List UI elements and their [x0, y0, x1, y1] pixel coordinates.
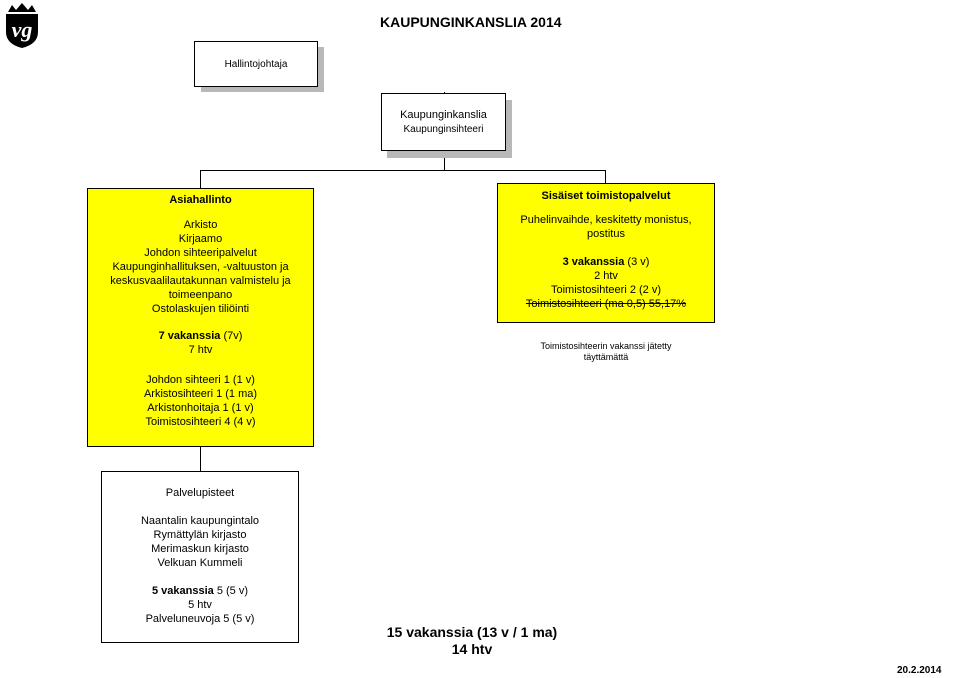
sisaiset-box	[497, 183, 715, 323]
connector-horizontal	[200, 170, 606, 171]
palvelupisteet-title: Palvelupisteet	[165, 487, 235, 499]
hallintojohtaja-label: Hallintojohtaja	[224, 58, 288, 70]
asiahallinto-position: Toimistosihteeri 4 (4 v)	[145, 416, 256, 428]
date-label: 20.2.2014	[897, 665, 942, 676]
sisaiset-vakanssia-count: 3 vakanssia	[562, 256, 625, 268]
asiahallinto-htv: 7 htv	[188, 344, 213, 356]
hallintojohtaja-box	[194, 41, 318, 87]
summary-htv: 14 htv	[451, 641, 493, 657]
asiahallinto-position: Arkistosihteeri 1 (1 ma)	[143, 388, 258, 400]
summary-vakanssia: 15 vakanssia (13 v / 1 ma)	[386, 624, 558, 640]
palvelupisteet-vakanssia	[102, 584, 298, 598]
palvelupisteet-location: Velkuan Kummeli	[157, 557, 243, 569]
sisaiset-position-struck: Toimistosihteeri (ma 0,5) 55,17%	[525, 298, 687, 310]
palvelupisteet-position: Palveluneuvoja 5 (5 v)	[145, 613, 255, 625]
asiahallinto-position: Arkistonhoitaja 1 (1 v)	[147, 402, 254, 414]
palvelupisteet-location: Naantalin kaupungintalo	[140, 515, 260, 527]
sisaiset-title: Sisäiset toimistopalvelut	[541, 190, 671, 202]
sisaiset-vakanssia-detail: (3 v)	[624, 256, 650, 268]
kaupunginkanslia-title: Kaupunginkanslia	[400, 109, 487, 121]
asiahallinto-task: Kaupunginhallituksen, -valtuuston ja	[112, 261, 289, 273]
sisaiset-vakanssia	[498, 255, 714, 269]
asiahallinto-vakanssia-count: 7 vakanssia	[158, 330, 221, 342]
page-title: KAUPUNGINKANSLIA 2014	[380, 14, 562, 30]
sisaiset-htv: 2 htv	[594, 270, 618, 282]
asiahallinto-task: toimeenpano	[168, 289, 233, 301]
summary	[380, 624, 564, 658]
palvelupisteet-vakanssia-detail: 5 (5 v)	[213, 585, 248, 597]
connector-left	[200, 170, 201, 188]
sisaiset-note-line: Toimistosihteerin vakanssi jätetty	[540, 341, 672, 351]
sisaiset-task: postitus	[587, 228, 625, 240]
asiahallinto-position: Johdon sihteeri 1 (1 v)	[146, 374, 255, 386]
asiahallinto-task: Arkisto	[183, 219, 218, 231]
palvelupisteet-vakanssia-count: 5 vakanssia	[151, 585, 214, 597]
crown-shield-icon	[2, 2, 42, 48]
sisaiset-note	[520, 341, 692, 363]
kaupunginkanslia-box	[381, 93, 506, 151]
asiahallinto-title: Asiahallinto	[169, 194, 232, 206]
asiahallinto-task: Kirjaamo	[178, 233, 223, 245]
sisaiset-note-line: täyttämättä	[583, 352, 629, 362]
asiahallinto-vakanssia	[88, 329, 313, 343]
svg-text:vg: vg	[11, 17, 33, 42]
asiahallinto-task: keskusvaalilautakunnan valmistelu ja	[110, 275, 291, 287]
asiahallinto-box	[87, 188, 314, 447]
asiahallinto-task: Ostolaskujen tiliöinti	[151, 303, 250, 315]
sisaiset-position: Toimistosihteeri 2 (2 v)	[550, 284, 662, 296]
asiahallinto-vakanssia-detail: (7v)	[220, 330, 243, 342]
asiahallinto-task: Johdon sihteeripalvelut	[144, 247, 257, 259]
palvelupisteet-htv: 5 htv	[188, 599, 212, 611]
kaupunginkanslia-subtitle: Kaupunginsihteeri	[403, 124, 484, 135]
sisaiset-task: Puhelinvaihde, keskitetty monistus,	[520, 214, 692, 226]
connector-bottom	[200, 446, 201, 472]
palvelupisteet-location: Merimaskun kirjasto	[151, 543, 249, 555]
palvelupisteet-location: Rymättylän kirjasto	[153, 529, 247, 541]
palvelupisteet-box	[101, 471, 299, 643]
connector-right	[605, 170, 606, 184]
